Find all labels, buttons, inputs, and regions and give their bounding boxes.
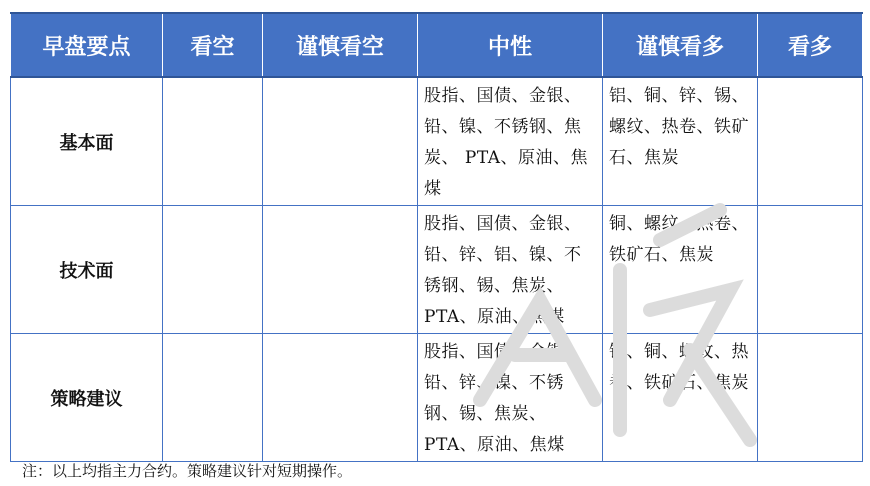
header-cell-bullish: 看多 <box>758 13 863 77</box>
table-row-technicals <box>11 206 863 334</box>
cell-strategy-bullish <box>758 334 863 462</box>
cell-technicals-neutral: 股指、国债、金银、铅、锌、铝、镍、不锈钢、锡、焦炭、PTA、原油、焦煤 <box>418 206 603 334</box>
cell-technicals-cautious-bearish <box>263 206 418 334</box>
cell-strategy-cautious-bullish: 铝、铜、螺纹、热卷、铁矿石、焦炭 <box>603 334 758 462</box>
row-label-strategy: 策略建议 <box>11 334 163 462</box>
cell-strategy-cautious-bearish <box>263 334 418 462</box>
cell-strategy-bearish <box>163 334 263 462</box>
header-row <box>11 13 863 77</box>
outlook-table <box>10 12 863 462</box>
header-cell-cautious-bearish: 谨慎看空 <box>263 13 418 77</box>
table-row-fundamentals <box>11 77 863 206</box>
cell-fundamentals-neutral: 股指、国债、金银、铅、镍、不锈钢、焦炭、 PTA、原油、焦煤 <box>418 77 603 206</box>
header-cell-cautious-bullish: 谨慎看多 <box>603 13 758 77</box>
header-cell-morning-points: 早盘要点 <box>11 13 163 77</box>
outlook-table-container <box>10 12 862 462</box>
cell-technicals-bullish <box>758 206 863 334</box>
cell-fundamentals-bearish <box>163 77 263 206</box>
cell-fundamentals-bullish <box>758 77 863 206</box>
header-cell-bearish: 看空 <box>163 13 263 77</box>
cell-strategy-neutral: 股指、国债、金银、铅、锌、镍、不锈钢、锡、焦炭、PTA、原油、焦煤 <box>418 334 603 462</box>
row-label-fundamentals: 基本面 <box>11 77 163 206</box>
cell-fundamentals-cautious-bullish: 铝、铜、锌、锡、螺纹、热卷、铁矿石、焦炭 <box>603 77 758 206</box>
footnote: 注：以上均指主力合约。策略建议针对短期操作。 <box>22 462 353 480</box>
header-cell-neutral: 中性 <box>418 13 603 77</box>
row-label-technicals: 技术面 <box>11 206 163 334</box>
table-row-strategy <box>11 334 863 462</box>
cell-fundamentals-cautious-bearish <box>263 77 418 206</box>
cell-technicals-cautious-bullish: 铜、螺纹、热卷、铁矿石、焦炭 <box>603 206 758 334</box>
cell-technicals-bearish <box>163 206 263 334</box>
